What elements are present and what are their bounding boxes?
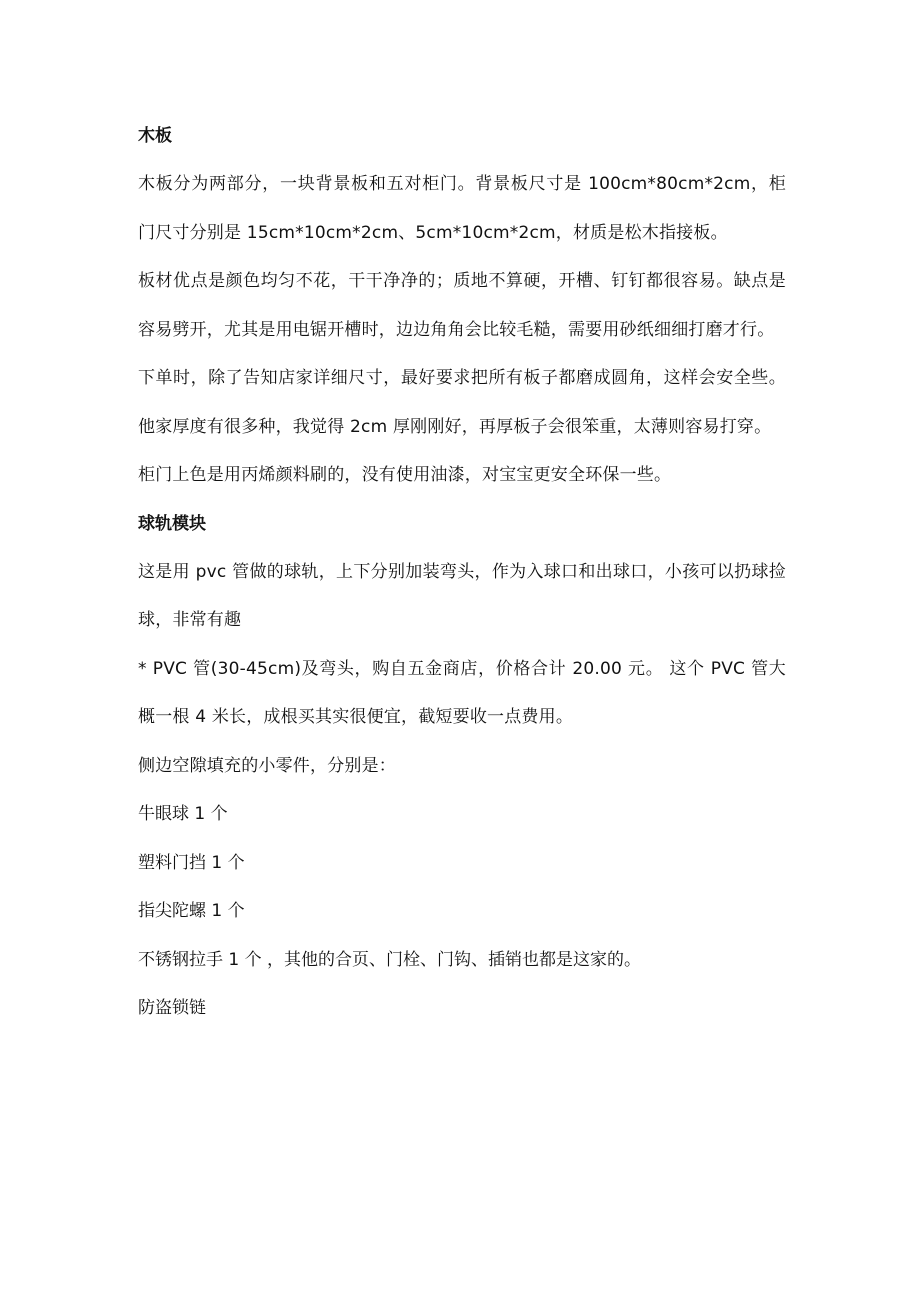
list-item: 指尖陀螺 1 个 <box>138 901 245 921</box>
list-item: 不锈钢拉手 1 个 ，其他的合页、门栓、门钩、插销也都是这家的。 <box>138 949 642 970</box>
paragraph: * PVC 管(30-45cm)及弯头，购自五金商店，价格合计 20.00 元。 这个 PVC 管大概一根 4 米长，成根买其实很便宜，截短要收一点费用。 <box>138 658 786 727</box>
list-item: 塑料门挡 1 个 <box>138 852 245 873</box>
paragraph: 木板分为两部分，一块背景板和五对柜门。背景板尺寸是 100cm*80cm*2cm，柜门尺寸分别是 15cm*10cm*2cm、5cm*10cm*2cm，材质是松木指接板。 <box>138 174 786 243</box>
list-item: 牛眼球 1 个 <box>138 804 228 824</box>
paragraph: 这是用 pvc 管做的球轨，上下分别加装弯头，作为入球口和出球口，小孩可以扔球捡球，非常有趣 <box>138 561 786 630</box>
list-item: 防盗锁链 <box>138 998 206 1018</box>
section-heading-wood: 木板 <box>138 126 172 146</box>
paragraph: 柜门上色是用丙烯颜料刷的，没有使用油漆，对宝宝更安全环保一些。 <box>138 465 672 485</box>
paragraph: 侧边空隙填充的小零件，分别是： <box>138 755 396 776</box>
section-heading-ball-track: 球轨模块 <box>138 513 206 534</box>
document-page <box>138 112 786 1033</box>
paragraph: 板材优点是颜色均匀不花，干干净净的；质地不算硬，开槽、钉钉都很容易。缺点是容易劈开，尤其是用电锯开槽时，边边角角会比较毛糙，需要用砂纸细细打磨才行。 <box>138 271 786 340</box>
paragraph: 下单时，除了告知店家详细尺寸，最好要求把所有板子都磨成圆角，这样会安全些。他家厚度有很多种，我觉得 2cm 厚刚刚好，再厚板子会很笨重，太薄则容易打穿。 <box>138 368 786 437</box>
